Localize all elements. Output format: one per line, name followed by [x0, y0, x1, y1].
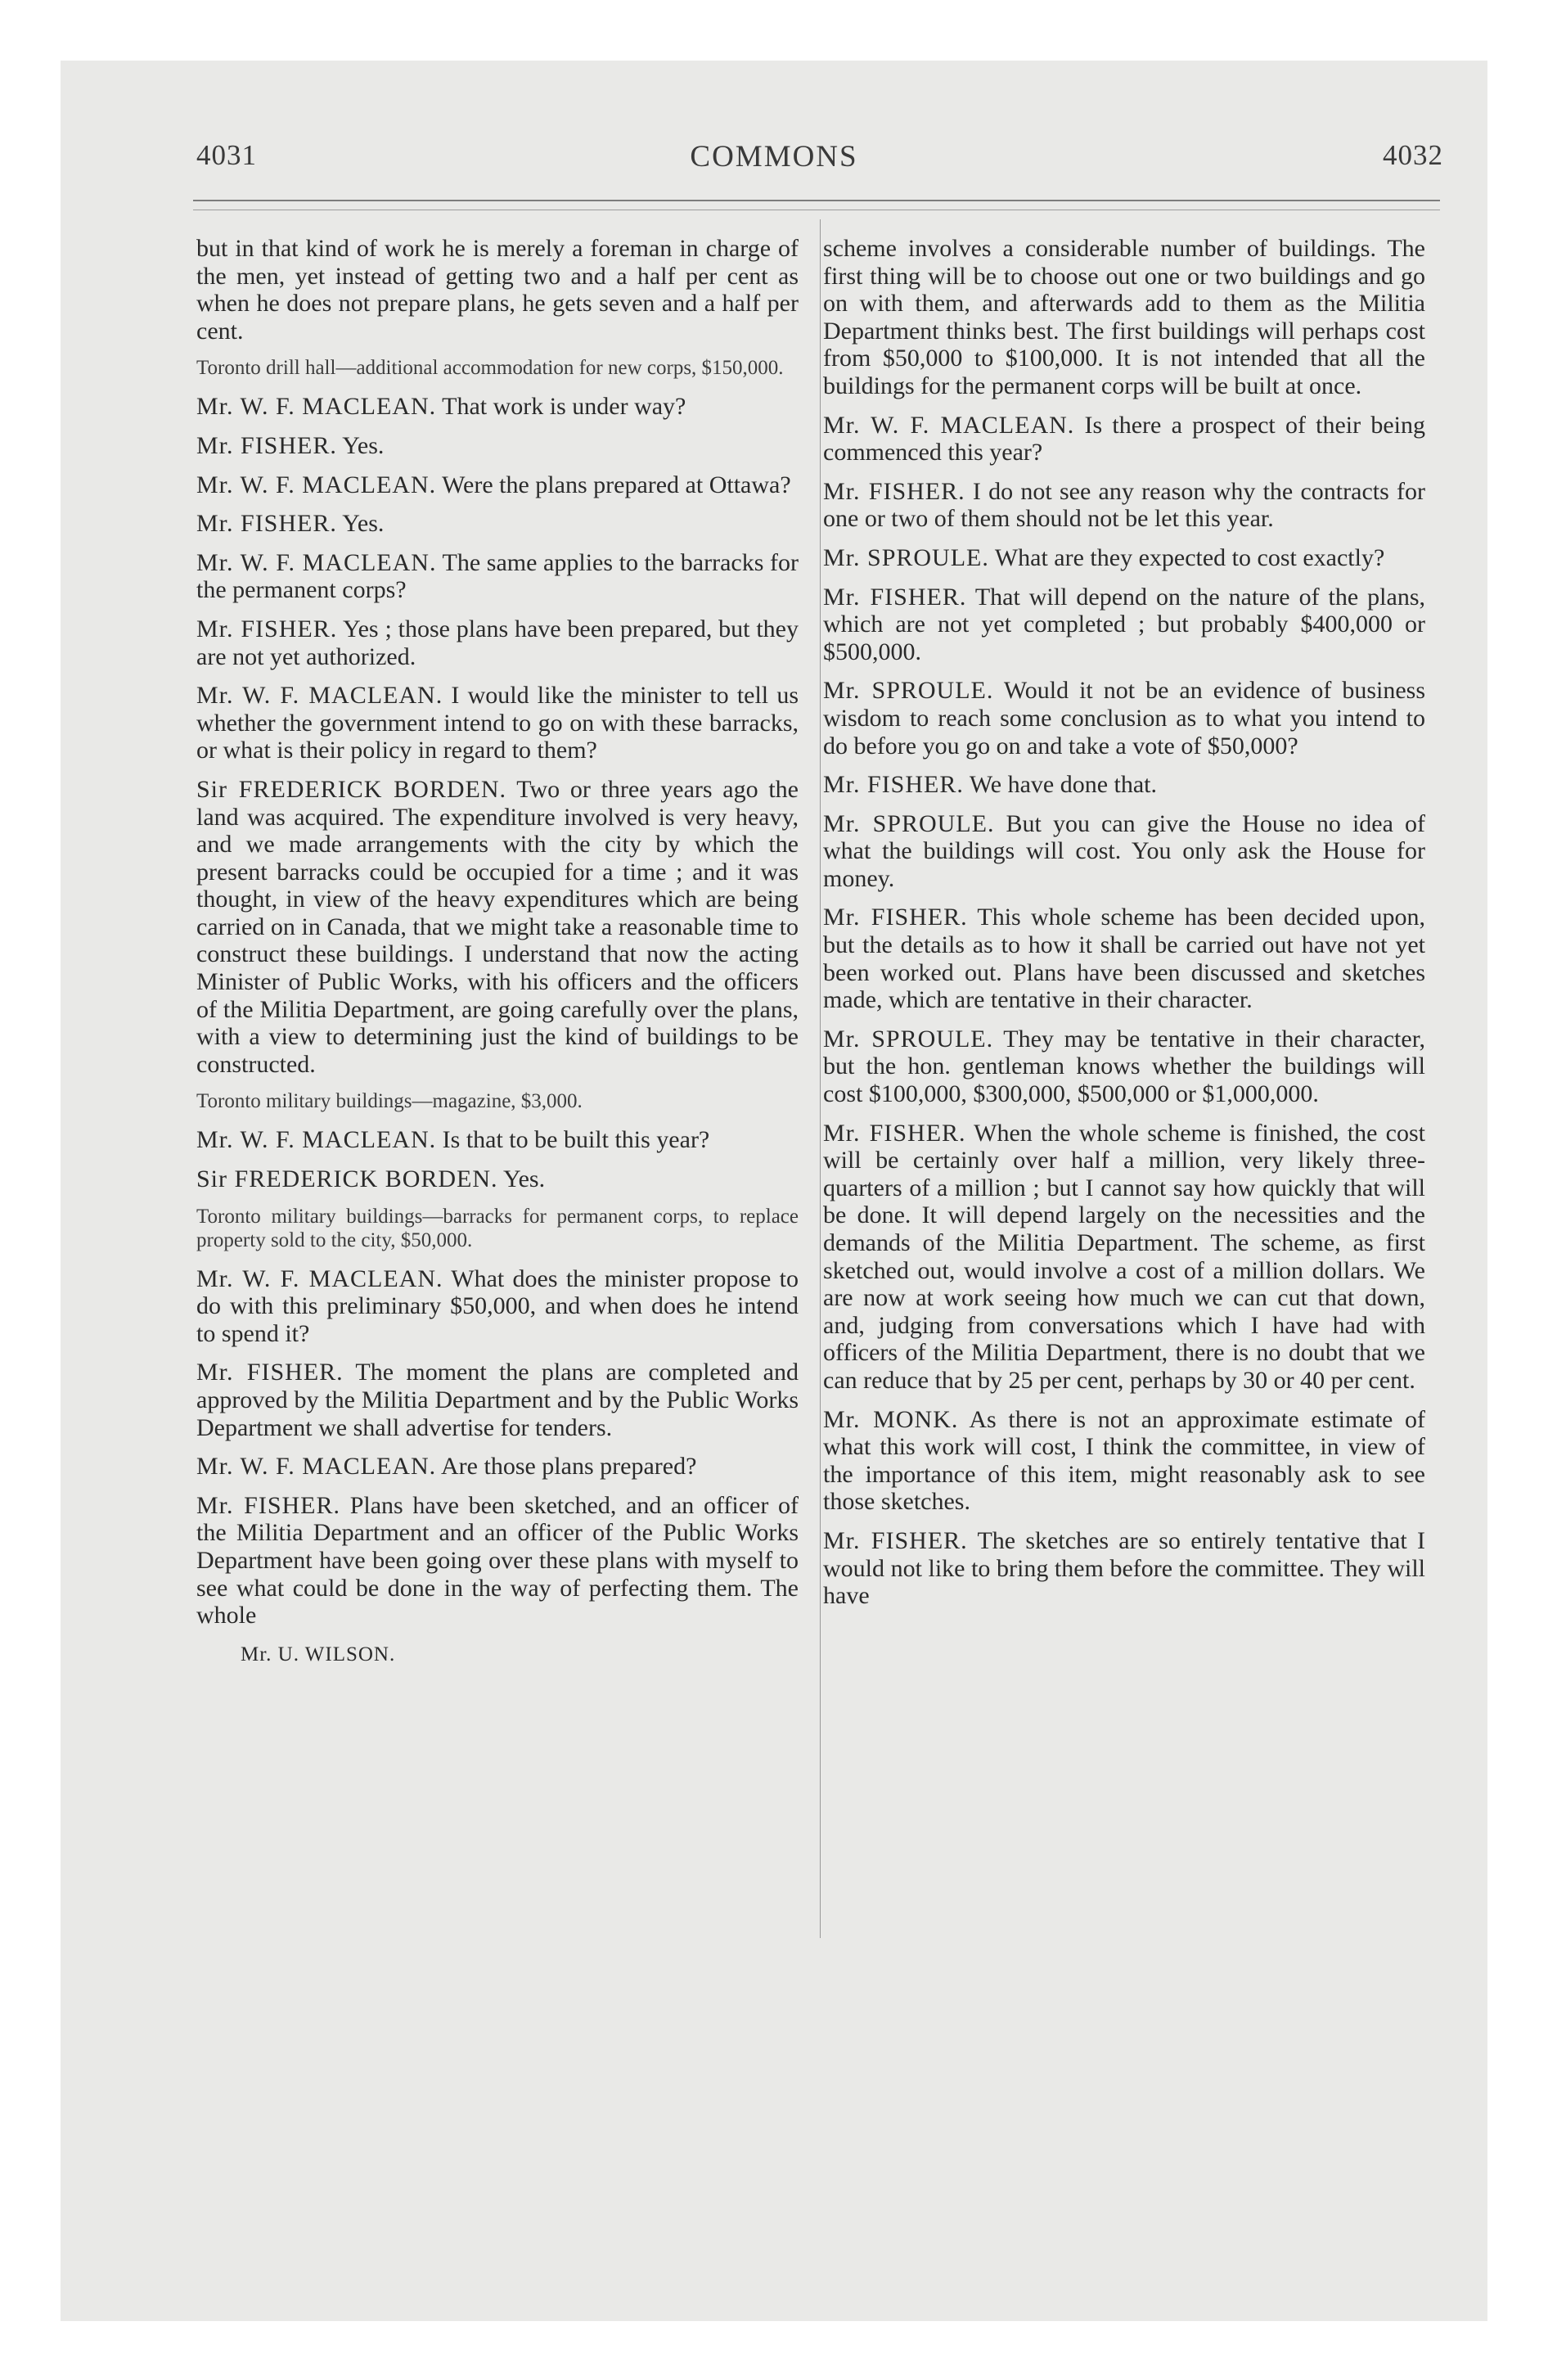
- speech-text: Would it not be an evidence of business wisdom to reach some conclusion as to what you intend to do before you go on and take a vote of $50,000?: [823, 677, 1425, 760]
- speech-paragraph: [823, 771, 1425, 799]
- speech-paragraph: [823, 677, 1425, 760]
- speech-text: Plans have been sketched, and an officer of the Militia Department and an officer of the Public Works Department have been going over these plans with myself to see what could be done in the way of perfecting them. The whole: [196, 1491, 799, 1629]
- speaker-name: Mr. W. F. MACLEAN.: [196, 1126, 437, 1154]
- right-page-number: 4032: [1383, 139, 1443, 171]
- speech-text: The same applies to the barracks for the permanent corps?: [196, 548, 799, 604]
- speech-text: As there is not an approximate estimate of what this work will cost, I think the committee, in view of the importance of this item, might reasonably ask to see those sketches.: [823, 1405, 1425, 1516]
- speech-text: I would like the minister to tell us whether the government intend to go on with these barracks, or what is their policy in regard to them?: [196, 682, 799, 764]
- speech-paragraph: [823, 584, 1425, 666]
- speech-paragraph: [196, 776, 799, 1079]
- speaker-name: Mr. W. F. MACLEAN.: [196, 393, 437, 421]
- right-column: [823, 235, 1425, 1621]
- speech-text: Yes ; those plans have been prepared, but they are not yet authorized.: [196, 615, 799, 670]
- speech-text: Yes.: [342, 431, 385, 459]
- speech-paragraph: [823, 1025, 1425, 1108]
- speech-paragraph: [196, 471, 799, 499]
- speaker-name: Mr. FISHER.: [823, 1119, 966, 1147]
- speech-text: I do not see any reason why the contracts for one or two of them should not be let this year.: [823, 477, 1425, 533]
- speaker-name: Mr. W. F. MACLEAN.: [196, 1453, 437, 1481]
- speech-paragraph: [196, 393, 799, 421]
- left-column: [196, 235, 799, 1668]
- speech-paragraph: [823, 1406, 1425, 1516]
- speech-text: Is that to be built this year?: [442, 1126, 710, 1154]
- speaker-name: Sir FREDERICK BORDEN.: [196, 1165, 498, 1193]
- text-paragraph: scheme involves a considerable number of buildings. The first thing will be to choose out one or two buildings and go on with them, and afterwards add to them as the Militia Department thinks best. The first buildings will perhaps cost from $50,000 to $100,000. It is not intended that all the buildings for the permanent corps will be built at once.: [823, 235, 1425, 399]
- speaker-name: Mr. FISHER.: [196, 431, 337, 459]
- speech-paragraph: [196, 549, 799, 604]
- speech-paragraph: [196, 1265, 799, 1348]
- text-paragraph: but in that kind of work he is merely a foreman in charge of the men, yet instead of getting two and a half per cent as when he does not prepare plans, he gets seven and a half per cent.: [196, 235, 799, 345]
- speech-text: Two or three years ago the land was acquired. The expenditure involved is very heavy, and we made arrangements with the city by which the present barracks could be occupied for a time ; and it was thought, in view of the heavy expenditures which are being carried on in Canada, that we might take a reasonable time to construct these buildings. I understand that now the acting Minister of Public Works, with his officers and the officers of the Militia Department, are going carefully over the plans, with a view to determining just the kind of buildings to be constructed.: [196, 775, 799, 1078]
- speaker-name: Mr. FISHER.: [823, 1526, 968, 1554]
- speech-text: That work is under way?: [442, 393, 686, 421]
- speaker-name: Mr. FISHER.: [196, 1491, 341, 1519]
- left-page-number: 4031: [196, 139, 257, 171]
- speech-text: The sketches are so entirely tentative that I would not like to bring them before the committee. They will have: [823, 1526, 1425, 1610]
- speech-paragraph: [823, 1120, 1425, 1395]
- speaker-name: Mr. W. F. MACLEAN.: [196, 682, 443, 710]
- speaker-name: Mr. MONK.: [823, 1405, 959, 1433]
- speech-paragraph: [196, 432, 799, 460]
- speaker-name: Mr. FISHER.: [196, 615, 338, 642]
- speech-paragraph: [823, 810, 1425, 893]
- speech-text: What does the minister propose to do with this preliminary $50,000, and when does he intend to spend it?: [196, 1264, 799, 1347]
- speech-text: Are those plans prepared?: [441, 1453, 697, 1481]
- estimate-item: Toronto drill hall—additional accommodation for new corps, $150,000.: [196, 357, 784, 380]
- speaker-name: Mr. W. F. MACLEAN.: [196, 471, 437, 498]
- speech-text: The moment the plans are completed and approved by the Militia Department and by the Public Works Department we shall advertise for tenders.: [196, 1359, 799, 1441]
- speech-text: Is there a prospect of their being commenced this year?: [823, 411, 1425, 467]
- estimate-item: Toronto military buildings—magazine, $3,000.: [196, 1090, 583, 1113]
- speaker-name: Mr. W. F. MACLEAN.: [196, 1264, 443, 1292]
- speech-paragraph: [823, 1527, 1425, 1610]
- speaker-name: Mr. SPROULE.: [823, 1025, 994, 1053]
- speech-text: That will depend on the nature of the plans, which are not yet completed ; but probably $400,000 or $500,000.: [823, 583, 1425, 665]
- speech-paragraph: [196, 1359, 799, 1441]
- speech-text: This whole scheme has been decided upon, but the details as to how it shall be carried out have not yet been worked out. Plans have been discussed and sketches made, which are tentative in their character.: [823, 904, 1425, 1014]
- speech-paragraph: [196, 1165, 799, 1193]
- speaker-name: Mr. W. F. MACLEAN.: [823, 411, 1075, 439]
- header-rule: [193, 200, 1440, 201]
- speaker-name: Mr. SPROULE.: [823, 677, 994, 705]
- speaker-name: Mr. SPROULE.: [823, 543, 989, 571]
- speech-text: When the whole scheme is finished, the cost will be certainly over half a million, very likely three-quarters of a million ; but I cannot say how quickly that will be done. It will depend largely on the necessities and the demands of the Militia Department. The scheme, as first sketched out, would involve a cost of a million dollars. We are now at work seeing how much we can cut that down, and, judging from conversations which I have had with officers of the Militia Department, there is no doubt that we can reduce that by 25 per cent, perhaps by 30 or 40 per cent.: [823, 1119, 1425, 1394]
- speaker-name: Mr. FISHER.: [823, 904, 968, 931]
- speaker-name: Mr. W. F. MACLEAN.: [196, 548, 437, 576]
- speaker-name: Mr. FISHER.: [196, 1359, 344, 1386]
- speech-paragraph: [196, 615, 799, 670]
- speech-paragraph: [196, 1126, 799, 1154]
- speech-text: Yes.: [502, 1165, 546, 1193]
- speaker-name: Mr. SPROULE.: [823, 809, 995, 837]
- speaker-name: Sir FREDERICK BORDEN.: [196, 775, 507, 803]
- speech-text: What are they expected to cost exactly?: [994, 543, 1385, 571]
- speech-paragraph: [196, 1453, 799, 1481]
- speech-text: Yes.: [342, 510, 385, 538]
- speech-paragraph: [823, 544, 1425, 572]
- speech-text: We have done that.: [969, 771, 1158, 799]
- speech-paragraph: [823, 478, 1425, 533]
- speech-text: But you can give the House no idea of what the buildings will cost. You only ask the House for money.: [823, 809, 1426, 892]
- estimate-item: Toronto military buildings—barracks for permanent corps, to replace property sold to the city, $50,000.: [196, 1205, 799, 1251]
- page-signature: Mr. U. WILSON.: [241, 1643, 396, 1666]
- speech-paragraph: [196, 510, 799, 538]
- speech-text: Were the plans prepared at Ottawa?: [442, 471, 791, 498]
- speaker-name: Mr. FISHER.: [823, 583, 967, 611]
- speech-paragraph: [196, 682, 799, 764]
- speech-paragraph: [196, 1492, 799, 1629]
- speaker-name: Mr. FISHER.: [823, 771, 964, 799]
- speech-text: They may be tentative in their character, but the hon. gentleman knows whether the buildings will cost $100,000, $300,000, $500,000 or $1,000,000.: [823, 1025, 1425, 1108]
- speech-paragraph: [823, 904, 1425, 1013]
- speaker-name: Mr. FISHER.: [823, 477, 965, 505]
- speech-paragraph: [823, 412, 1425, 467]
- page-title: COMMONS: [690, 140, 858, 174]
- column-divider: [820, 219, 821, 1938]
- speaker-name: Mr. FISHER.: [196, 510, 337, 538]
